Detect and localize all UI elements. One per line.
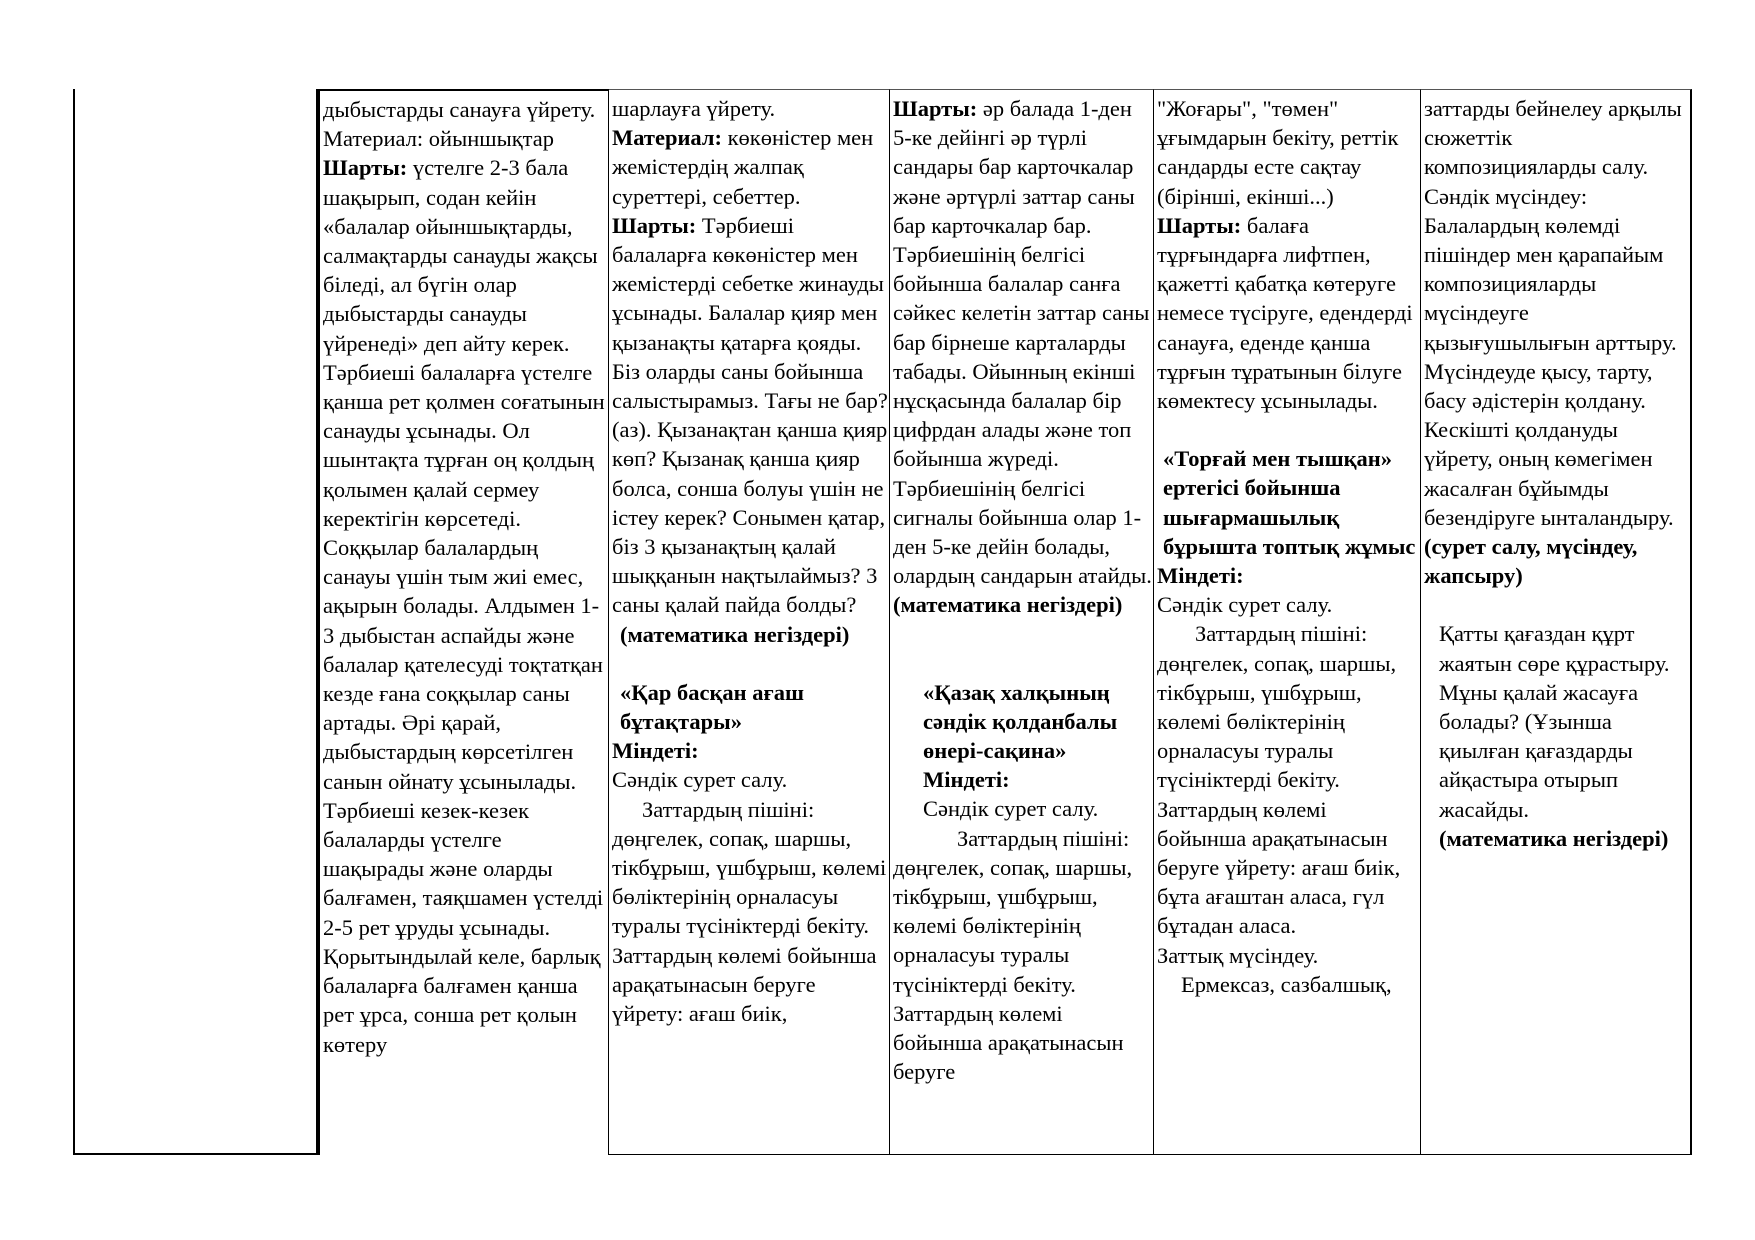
table-column-2 <box>609 89 890 1155</box>
task-body-text: Заттардың пішіні: дөңгелек, сопақ, шаршы, тікбұрыш, үшбұрыш, көлемі бөліктерінің орналасуы туралы түсініктерді бекіту. Заттардың көлемі бойынша арақатынасын беруге <box>893 825 1133 1085</box>
subject-tag-2: (математика негіздері) <box>1439 825 1669 851</box>
modeling-text: Ермексаз, сазбалшық, <box>1181 971 1392 997</box>
task-text: Сәндік сурет салу. <box>923 796 1099 822</box>
material-label: Материал: <box>612 125 722 151</box>
condition-text <box>893 94 1153 590</box>
modeling-text: Сәндік мүсіндеу: Балалардың көлемді пішіндер мен қарапайым композицияларды мүсіндеуге қызығушылығын арттыру. Мүсіндеуде қысу, тарту, басу әдістерін қолдану. Кескішті қолдануды үйрету, оның көмегімен жасалған бұйымды безендіруге ынталандыру. <box>1424 183 1677 530</box>
activity-title: «Қазақ халқының сәндік қолданбалы өнері-сақина» <box>923 679 1118 764</box>
task-body <box>893 824 1153 1087</box>
condition-body: әр балада 1-ден 5-ке дейінгі әр түрлі сандары бар карточкалар және әртүрлі заттар саны бар карточкалар бар. Тәрбиешінің белгісі бойынша балалар санға сәйкес келетін заттар саны бар бірнеше карталарды табады. Ойынның екінші нұсқасында балалар бір цифрдан алады және топ бойынша жүреді. Тәрбиешінің белгісі сигналы бойынша олар 1-ден 5-ке дейін болады, олардың сандарын атайды. <box>893 96 1152 589</box>
material-body: көкөністер мен жемістердің жалпақ суреттері, себеттер. <box>612 125 874 209</box>
modeling-label: Заттық мүсіндеу. <box>1157 942 1319 968</box>
condition-label: Шарты: <box>323 155 408 181</box>
material-text <box>612 123 889 211</box>
text-block: заттарды бейнелеу арқылы сюжеттік композицияларды салу. <box>1424 96 1682 180</box>
task-body-text: Заттардың пішіні: дөңгелек, сопақ, шаршы, тікбұрыш, үшбұрыш, көлемі бөліктерінің орналасуы туралы түсініктерді бекіту. <box>612 796 887 939</box>
condition-label: Шарты: <box>893 96 978 121</box>
construction-text: Қатты қағаздан құрт жаятын сөре құрастыру. Мұны қалай жасауға болады? (Ұзынша қиылған қағаздарды айқастыра отырып жасайды. <box>1439 621 1670 822</box>
task-label: Міндеті: <box>923 767 1010 793</box>
task-body <box>1157 619 1420 940</box>
subject-tag: (математика негіздері) <box>620 621 850 647</box>
task-text: Сәндік сурет салу. <box>1157 592 1333 618</box>
table-column-3 <box>890 89 1154 1155</box>
task-label: Міндеті: <box>1157 563 1244 589</box>
task-text: Сәндік сурет салу. <box>612 767 788 793</box>
text-block: "Жоғары", "төмен" ұғымдарын бекіту, реттік сандарды есте сақтау (бірінші, екінші...) <box>1157 96 1399 209</box>
table-column-5 <box>1421 89 1692 1155</box>
table-column-4 <box>1154 89 1421 1155</box>
activity-title: «Торғай мен тышқан» ертегісі бойынша шығармашылық бұрышта топтық жұмыс <box>1163 446 1416 559</box>
condition-label: Шарты: <box>612 212 697 238</box>
activity-title: «Қар басқан ағаш бұтақтары» <box>620 679 804 735</box>
condition-body: Тәрбиеші балаларға көкөністер мен жемістерді себетке жинауды ұсынады. Балалар қияр мен қызанақты қатарға қояды. Біз оларды саны бойынша салыстырамыз. Тағы не бар? (аз). Қызанақтан қанша қияр көп? Қызанақ қанша қияр болса, сонша болуы үшін не істеу керек? Сонымен қатар, біз 3 қызанақтың қалай шыққанын нақтылаймыз? 3 саны қалай пайда болды? <box>612 212 888 618</box>
task-body-2: Заттардың көлемі бойынша арақатынасын беруге үйрету: ағаш биік, <box>612 942 877 1027</box>
text-block: шарлауға үйрету. <box>612 96 776 121</box>
condition-label: Шарты: <box>1157 212 1242 238</box>
condition-text <box>1157 211 1420 415</box>
task-label: Міндеті: <box>612 738 699 764</box>
condition-text <box>612 211 889 620</box>
subject-tag: (математика негіздері) <box>893 592 1123 618</box>
text-block: дыбыстарды санауға үйрету. <box>323 97 596 122</box>
condition-text <box>323 153 608 1058</box>
condition-body: балаға тұрғындарға лифтпен, қажетті қабатқа көтеруге немесе түсіруге, едендерді санауға, еденде қанша тұрғын тұратынын білуге көмектесу ұсынылады. <box>1157 212 1413 414</box>
task-body-text: Заттардың пішіні: дөңгелек, сопақ, шаршы, тікбұрыш, үшбұрыш, көлемі бөліктерінің орналасуы туралы түсініктерді бекіту. Заттардың көлемі бойынша арақатынасын беруге үйрету: ағаш биік, бұта ағаштан аласа, гүл бұтадан аласа. <box>1157 621 1401 939</box>
subject-tag: (сурет салу, мүсіндеу, жапсыру) <box>1424 534 1638 589</box>
table-column-empty <box>73 89 318 1155</box>
material-text: Материал: ойыншықтар <box>323 126 554 152</box>
table-column-1 <box>318 89 609 1155</box>
task-body <box>612 795 889 941</box>
condition-body: үстелге 2-3 бала шақырып, содан кейін «балалар ойыншықтарды, салмақтарды санауды жақсы біледі, ал бүгін олар дыбыстарды санауды үйренеді» деп айту керек. Тәрбиеші балаларға үстелге қанша рет қолмен соғатынын санауды ұсынады. Ол шынтақта тұрған оң қолдың қолымен қалай сермеу керектігін көрсетеді. Соққылар балалардың санауы үшін тым жиі емес, ақырын болады. Алдымен 1-3 дыбыстан аспайды және балалар қателесуді тоқтатқан кезде ғана соққылар саны артады. Әрі қарай, дыбыстардың көрсетілген санын ойнату ұсынылады. Тәрбиеші кезек-кезек балаларды үстелге шақырады және оларды балғамен, таяқшамен үстелді 2-5 рет ұруды ұсынады. Қорытындылай келе, барлық балаларға балғамен қанша рет ұрса, сонша рет қолын көтеру <box>323 155 605 1057</box>
